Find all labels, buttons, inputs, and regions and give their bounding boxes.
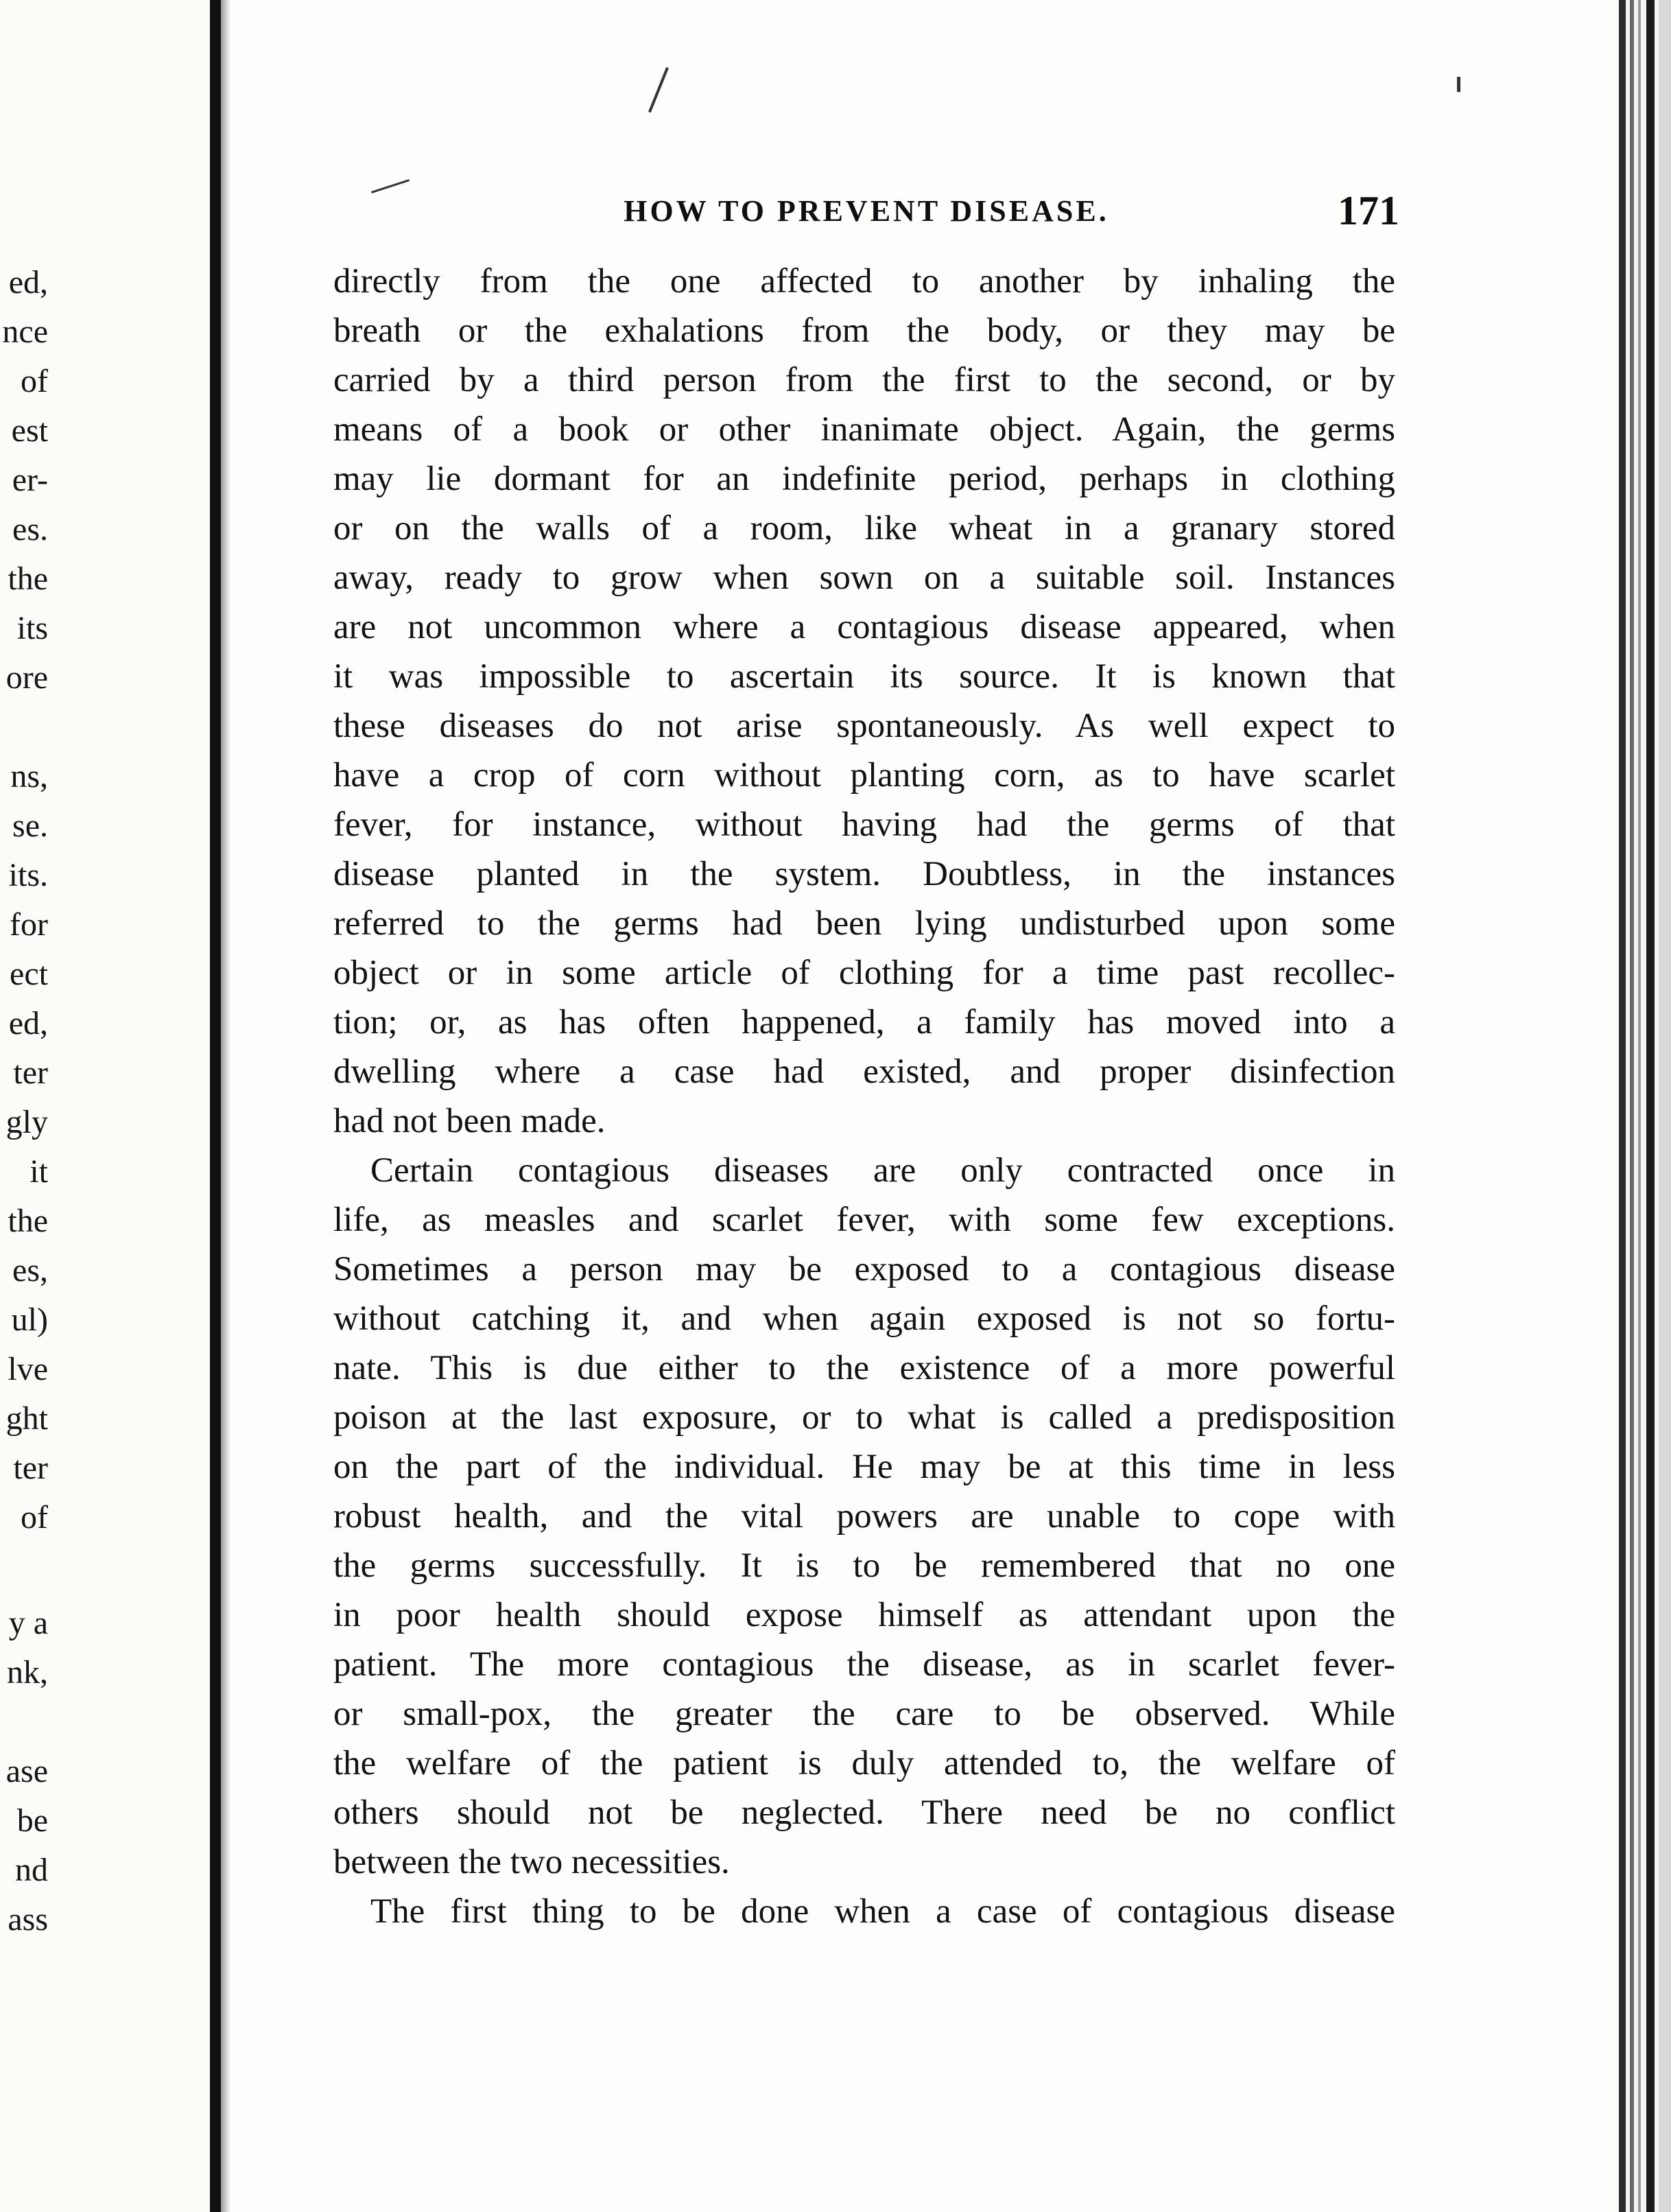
text-line: fever, for instance, without having had the germs of that	[333, 805, 1395, 844]
left-line-end: lve	[8, 1351, 48, 1387]
left-line-end: of	[21, 1499, 48, 1536]
text-line: means of a book or other inanimate object. Again, the germs	[333, 410, 1395, 449]
left-line-end: ore	[5, 659, 48, 696]
text-line: referred to the germs had been lying undisturbed upon some	[333, 904, 1395, 943]
left-line-end: the	[8, 561, 48, 597]
left-line-end: be	[16, 1802, 48, 1839]
text-line: may lie dormant for an indefinite period, perhaps in clothing	[333, 460, 1395, 498]
text-line: or small-pox, the greater the care to be observed. While	[333, 1695, 1395, 1733]
left-line-end: for	[10, 906, 48, 943]
paragraph-last-line: between the two necessities.	[333, 1843, 730, 1881]
page-edge-stack	[1619, 0, 1671, 2212]
text-line: object or in some article of clothing for a time past recollec-	[333, 954, 1395, 992]
text-line: the germs successfully. It is to be remembered that no one	[333, 1546, 1395, 1585]
text-line: dwelling where a case had existed, and proper disinfection	[333, 1052, 1395, 1091]
text-line: Sometimes a person may be exposed to a contagious disease	[333, 1250, 1395, 1289]
left-line-end: ter	[13, 1450, 48, 1486]
text-line: have a crop of corn without planting corn, as to have scarlet	[333, 756, 1395, 795]
running-head: HOW TO PREVENT DISEASE.	[624, 194, 1109, 228]
left-line-end: y a	[8, 1605, 48, 1641]
left-line-end: es,	[12, 1252, 48, 1289]
left-line-end: it	[29, 1153, 48, 1190]
paragraph-last-line: had not been made.	[333, 1102, 606, 1140]
stray-pencil-mark	[648, 67, 669, 113]
text-line: patient. The more contagious the disease, as in scarlet fever-	[333, 1645, 1395, 1684]
left-line-end: ect	[10, 956, 48, 992]
text-line: disease planted in the system. Doubtless, in the instances	[333, 855, 1395, 893]
text-line: carried by a third person from the first to the second, or by	[333, 361, 1395, 399]
paragraph-first-line: Certain contagious diseases are only contracted once in	[370, 1151, 1395, 1190]
left-line-end: nd	[15, 1852, 48, 1888]
left-line-end: ed,	[8, 264, 48, 301]
text-line: are not uncommon where a contagious disease appeared, when	[333, 608, 1395, 646]
left-line-end: ul)	[11, 1302, 48, 1338]
left-line-end: est	[11, 412, 48, 449]
left-line-end: ght	[5, 1400, 48, 1437]
text-line: directly from the one affected to another by inhaling the	[333, 262, 1395, 301]
left-page-fragment	[0, 0, 209, 2212]
left-line-end: ter	[13, 1055, 48, 1091]
text-line: the welfare of the patient is duly attended to, the welfare of	[333, 1744, 1395, 1782]
left-line-end: er-	[12, 462, 48, 498]
text-line: breath or the exhalations from the body, or they may be	[333, 311, 1395, 350]
gutter-shadow	[221, 0, 230, 2212]
left-line-end: ed,	[8, 1005, 48, 1042]
left-line-end: ass	[8, 1901, 48, 1938]
left-line-end: es.	[12, 511, 48, 548]
stray-dot-mark	[1457, 77, 1460, 92]
text-line: it was impossible to ascertain its source. It is known that	[333, 657, 1395, 696]
text-line: or on the walls of a room, like wheat in a granary stored	[333, 509, 1395, 548]
text-line: away, ready to grow when sown on a suitable soil. Instances	[333, 558, 1395, 597]
text-line: these diseases do not arise spontaneously. As well expect to	[333, 707, 1395, 745]
text-line: nate. This is due either to the existence of a more powerful	[333, 1349, 1395, 1387]
left-line-end: nk,	[7, 1654, 48, 1691]
binding-gutter	[210, 0, 221, 2212]
left-line-end: nce	[2, 314, 48, 350]
text-line: others should not be neglected. There need be no conflict	[333, 1793, 1395, 1832]
paragraph-first-line: The first thing to be done when a case of contagious disease	[370, 1892, 1395, 1931]
left-line-end: the	[8, 1203, 48, 1239]
body-text	[333, 257, 1395, 1936]
left-line-end: ns,	[10, 758, 48, 795]
text-line: poison at the last exposure, or to what is called a predisposition	[333, 1398, 1395, 1437]
left-line-end: gly	[5, 1104, 48, 1140]
left-line-end: se.	[12, 808, 48, 844]
left-line-end: of	[21, 363, 48, 399]
page-number: 171	[1338, 188, 1399, 233]
left-line-end: its	[16, 610, 48, 646]
left-line-end: its.	[8, 857, 48, 893]
left-line-end: ase	[5, 1753, 48, 1789]
text-line: in poor health should expose himself as attendant upon the	[333, 1596, 1395, 1634]
text-line: tion; or, as has often happened, a family has moved into a	[333, 1003, 1395, 1042]
text-line: life, as measles and scarlet fever, with some few exceptions.	[333, 1201, 1395, 1239]
left-page-line-ends	[0, 0, 48, 2212]
text-line: without catching it, and when again exposed is not so fortu-	[333, 1299, 1395, 1338]
text-line: on the part of the individual. He may be at this time in less	[333, 1448, 1395, 1486]
text-line: robust health, and the vital powers are unable to cope with	[333, 1497, 1395, 1536]
